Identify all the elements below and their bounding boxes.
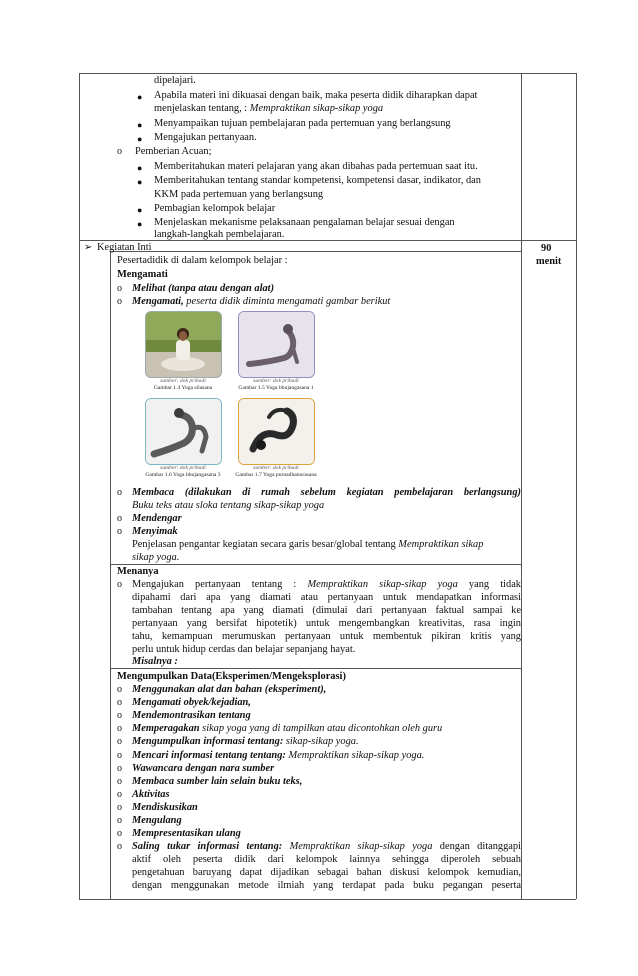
list-item: Membaca sumber lain selain buku teks,	[132, 776, 303, 787]
circle-bullet: o	[117, 296, 122, 307]
circle-bullet: o	[117, 579, 122, 590]
text-acuan-1: Memberitahukan materi pelajaran yang akan dibahas pada pertemuan saat itu.	[154, 161, 478, 172]
text-menyimak-desc-2: sikap yoga.	[132, 552, 180, 563]
text-apabila-1: Apabila materi ini dikuasai dengan baik, maka peserta didik diharapkan dapat	[154, 90, 478, 101]
inner-box-left	[110, 251, 111, 899]
circle-bullet: o	[117, 697, 122, 708]
bullet-dot: ●	[137, 163, 143, 173]
text-acuan-2b: KKM pada pertemuan yang berlangsung	[154, 189, 324, 200]
bullet-dot: ●	[137, 205, 143, 215]
circle-bullet: o	[117, 802, 122, 813]
list-item: Memperagakan sikap yoga yang di tampilkan atau dicontohkan oleh guru	[132, 723, 443, 734]
text-intro: Pesertadidik di dalam kelompok belajar :	[117, 255, 288, 266]
list-item: Mendemontrasikan tentang	[132, 710, 251, 721]
circle-bullet: o	[117, 146, 122, 157]
text-apabila-2: menjelaskan tentang, : Mempraktikan sikap-sikap yoga	[154, 103, 384, 114]
bullet-dot: ●	[137, 219, 143, 229]
circle-bullet: o	[117, 750, 122, 761]
circle-bullet: o	[117, 763, 122, 774]
text-acuan-4b: langkah-langkah pembelajaran.	[154, 229, 285, 240]
text-mendengar: Mendengar	[132, 513, 182, 524]
bullet-dot: ●	[137, 177, 143, 187]
circle-bullet: o	[117, 815, 122, 826]
inner-divider-top	[110, 251, 521, 252]
text-mengamati: Mengamati, peserta didik diminta mengamati gambar berikut	[132, 296, 391, 307]
text-menanya-3: tambahan tentang apa yang diamati (dimulai dari pertanyaan faktual sampai ke	[132, 605, 521, 616]
circle-bullet: o	[117, 513, 122, 524]
yoga-bhujangasana-3-photo	[145, 398, 222, 465]
text-saling-tukar-3: pengetahuan baruyang dapat dijadikan sebagai bahan diskusi kelompok kemudian,	[132, 867, 521, 878]
caption-yoga-purnadhanurasana: sumber: dok pribadi Gambar 1.7 Yoga purnadhanurasana	[235, 465, 317, 478]
text-pertanyaan: Mengajukan pertanyaan.	[154, 132, 257, 143]
text-membaca-1: Membaca (dilakukan di rumah sebelum kegiatan pembelajaran berlangsung)	[132, 487, 521, 498]
arrow-bullet-icon: ➢	[84, 242, 93, 253]
text-misalnya: Misalnya :	[132, 656, 178, 667]
text-saling-tukar-2: aktif oleh peserta didik dari kelompok lainnya sehingga diperoleh sebuah	[132, 854, 521, 865]
heading-kegiatan-inti: Kegiatan Inti	[97, 242, 152, 253]
circle-bullet: o	[117, 789, 122, 800]
circle-bullet: o	[117, 828, 122, 839]
text-menyimak: Menyimak	[132, 526, 178, 537]
circle-bullet: o	[117, 684, 122, 695]
caption-yoga-bhujangasana-3: sumber: dok pribadi Gambar 1.6 Yoga bhujangasana 3	[145, 465, 221, 478]
text-acuan-3: Pembagian kelompok belajar	[154, 203, 276, 214]
text-acuan-2a: Memberitahukan tentang standar kompetensi, kompetensi dasar, indikator, dan	[154, 175, 481, 186]
yoga-bhujangasana-1-photo	[238, 311, 315, 378]
list-item: Mendiskusikan	[132, 802, 198, 813]
circle-bullet: o	[117, 776, 122, 787]
circle-bullet: o	[117, 283, 122, 294]
circle-bullet: o	[117, 736, 122, 747]
text-menanya-4: pertanyaan yang bersifat hipotetik) untuk mengembangkan kreativitas, rasa ingin	[132, 618, 521, 629]
list-item: Aktivitas	[132, 789, 170, 800]
text-menanya-1: Mengajukan pertanyaan tentang : Mempraktikan sikap-sikap yoga yang tidak	[132, 579, 521, 590]
caption-yoga-silasana: sumber: dok pribadi Gambar 1.4 Yoga silasana	[153, 378, 213, 391]
text-menyimak-desc: Penjelasan pengantar kegiatan secara garis besar/global tentang Mempraktikan sikap	[132, 539, 484, 550]
bullet-dot: ●	[137, 134, 143, 144]
text-membaca-2: Buku teks atau sloka tentang sikap-sikap yoga	[132, 500, 325, 511]
circle-bullet: o	[117, 526, 122, 537]
circle-bullet: o	[117, 710, 122, 721]
table-left-border	[79, 73, 80, 899]
caption-yoga-bhujangasana-1: sumber: dok pribadi Gambar 1.5 Yoga bhujangasana 1	[238, 378, 314, 391]
text-menanya-2: dipahami dari apa yang diamati atau pertanyaan untuk mendapatkan informasi	[132, 592, 521, 603]
circle-bullet: o	[117, 723, 122, 734]
list-item: Mengulang	[132, 815, 182, 826]
duration-value: 90	[541, 243, 552, 254]
table-right-border	[576, 73, 577, 899]
text-melihat: Melihat (tanpa atau dengan alat)	[132, 283, 275, 294]
circle-bullet: o	[117, 841, 122, 852]
list-item: Mengumpulkan informasi tentang: sikap-sikap yoga.	[132, 736, 359, 747]
time-column-divider	[521, 73, 522, 899]
heading-mengamati: Mengamati	[117, 269, 168, 280]
text-tujuan: Menyampaikan tujuan pembelajaran pada pertemuan yang berlangsung	[154, 118, 451, 129]
text-acuan-label: Pemberian Acuan;	[135, 146, 212, 157]
list-item: Mempresentasikan ulang	[132, 828, 241, 839]
duration-unit: menit	[536, 256, 562, 267]
list-item: Mencari informasi tentang tentang: Mempraktikan sikap-sikap yoga.	[132, 750, 425, 761]
bullet-dot: ●	[137, 120, 143, 130]
table-bottom-border	[79, 899, 576, 900]
text-menanya-5: tahu, kemampuan merumuskan pertanyaan untuk membentuk pikiran kritis yang	[132, 631, 521, 642]
yoga-purnadhanurasana-photo	[238, 398, 315, 465]
list-item: Wawancara dengan nara sumber	[132, 763, 275, 774]
text-menanya-6: perlu untuk hidup cerdas dan belajar sepanjang hayat.	[132, 644, 356, 655]
heading-menanya: Menanya	[117, 566, 159, 577]
heading-mengumpulkan-data: Mengumpulkan Data(Eksperimen/Mengeksplorasi)	[117, 671, 346, 682]
list-item: Mengamati obyek/kejadian,	[132, 697, 251, 708]
text-dipelajari: dipelajari.	[154, 75, 196, 86]
text-saling-tukar-1: Saling tukar informasi tentang: Mempraktikan sikap-sikap yoga dengan ditanggapi	[132, 841, 521, 852]
text-acuan-4a: Menjelaskan mekanisme pelaksanaan pengalaman belajar sesuai dengan	[154, 217, 455, 228]
bullet-dot: ●	[137, 92, 143, 102]
list-item: Menggunakan alat dan bahan (eksperiment),	[132, 684, 327, 695]
circle-bullet: o	[117, 487, 122, 498]
yoga-silasana-photo	[145, 311, 222, 378]
text-saling-tukar-4: dengan menggunakan metode ilmiah yang terdapat pada buku pegangan peserta	[132, 880, 521, 891]
table-top-border	[79, 73, 576, 74]
